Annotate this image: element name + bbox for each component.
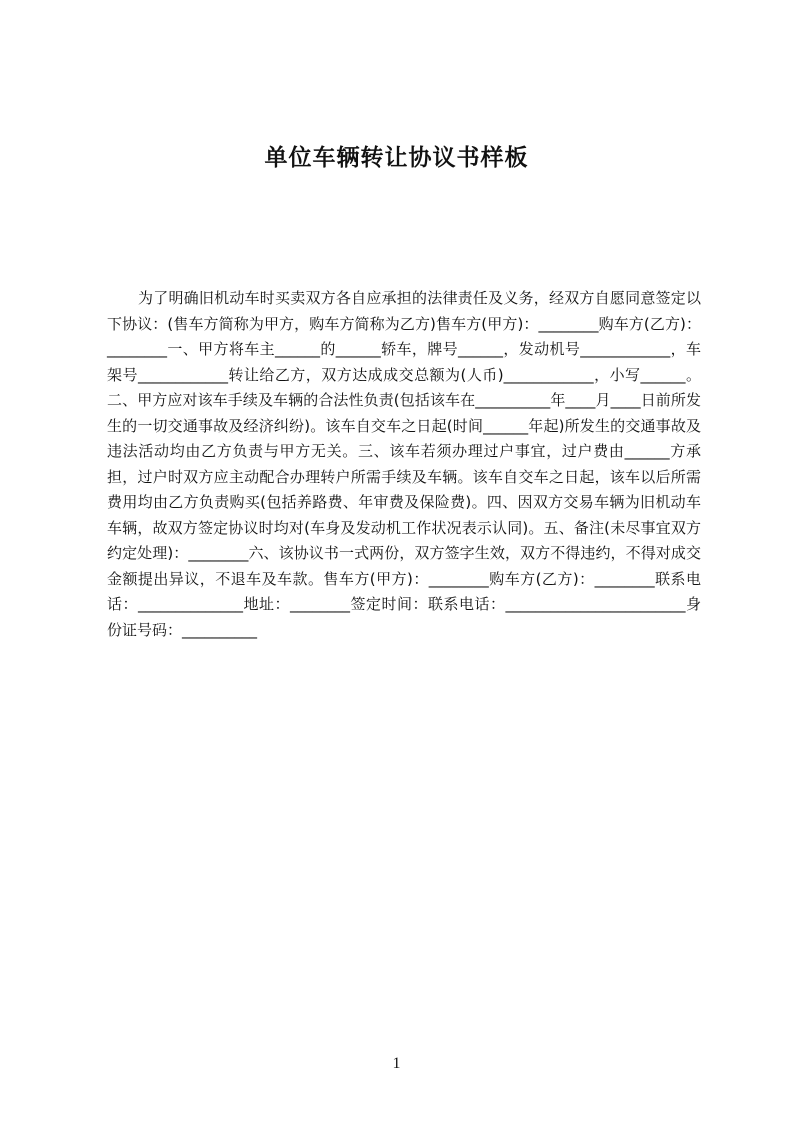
page-number: 1 bbox=[392, 1055, 401, 1072]
agreement-body-text: 为了明确旧机动车时买卖双方各自应承担的法律责任及义务，经双方自愿同意签定以下协议：(售车方简称为甲方，购车方简称为乙方)售车方(甲方)：________购车方(乙方)：________一、甲方将车主______的______轿车，牌号______，发动机号____________，车架号____________转让给乙方，双方达成成交总额为(人币)____________，小写______。二、甲方应对该车手续及车辆的合法性负责(包括该车在__________年____月____日前所发生的一切交通事故及经济纠纷)。该车自交车之日起(时间______年起)所发生的交通事故及违法活动均由乙方负责与甲方无关。三、该车若须办理过户事宜，过户费由______方承担，过户时双方应主动配合办理转户所需手续及车辆。该车自交车之日起，该车以后所需费用均由乙方负责购买(包括养路费、年审费及保险费)。四、因双方交易车辆为旧机动车车辆，故双方签定协议时均对(车身及发动机工作状况表示认同)。五、备注(未尽事宜双方约定处理)：________六、该协议书一式两份，双方签字生效，双方不得违约，不得对成交金额提出异议，不退车及车款。售车方(甲方)：________购车方(乙方)：________联系电话：______________地址：________签定时间：联系电话：________________________身份证号码：__________ bbox=[107, 289, 701, 639]
document-title: 单位车辆转让协议书样板 bbox=[264, 145, 529, 171]
